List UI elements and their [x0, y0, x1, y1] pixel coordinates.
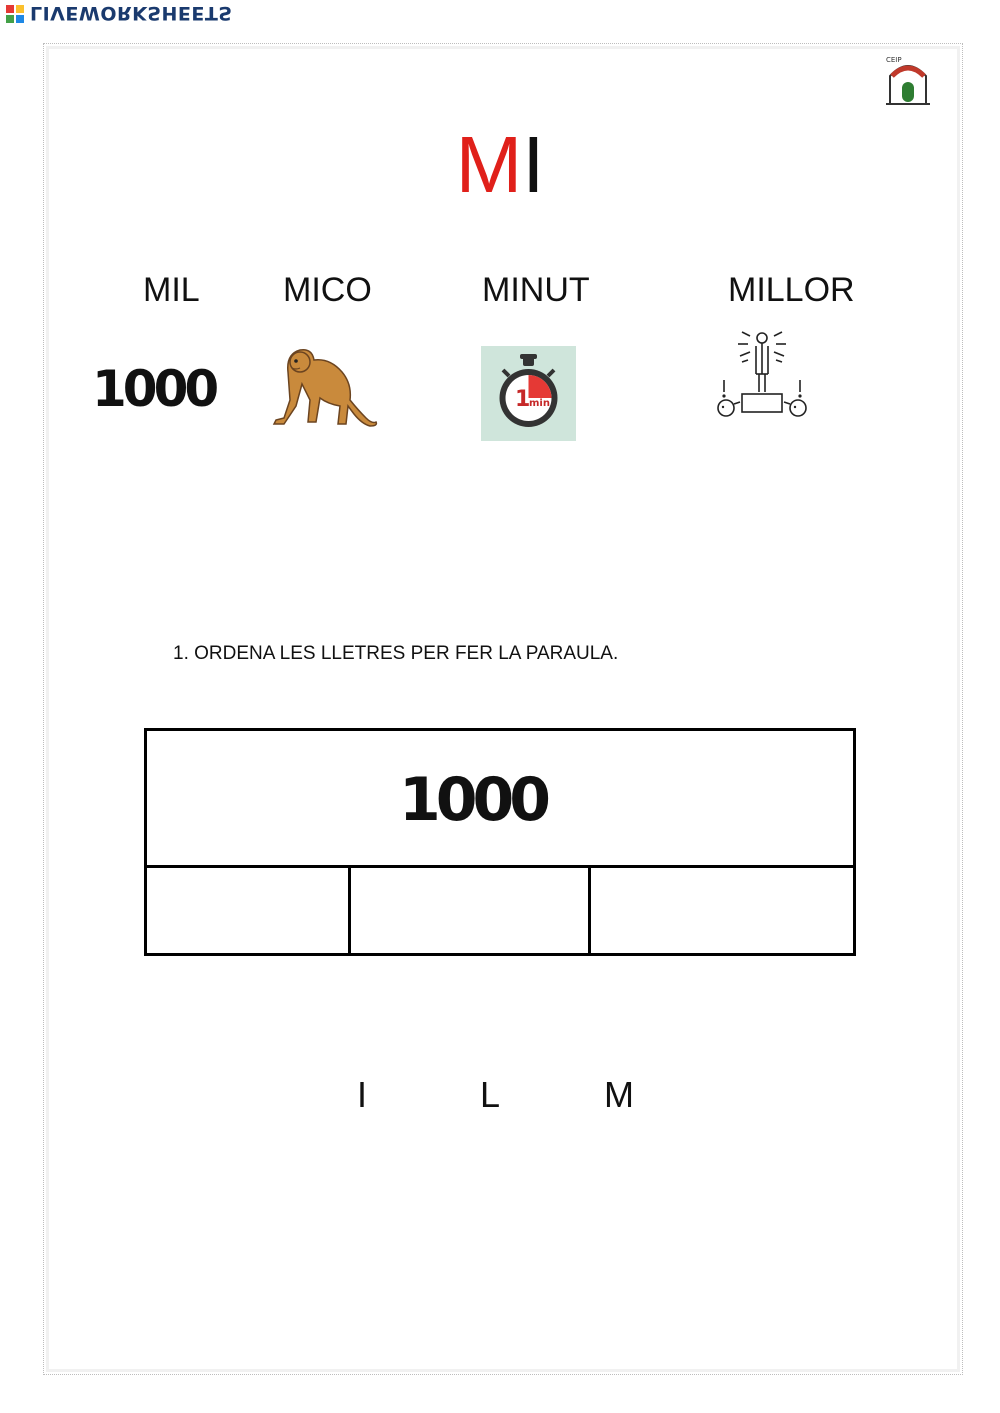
school-logo-icon — [882, 54, 934, 108]
prompt-number: 1000 — [399, 765, 546, 835]
syllable-title — [0, 120, 1000, 209]
letter-tile-m[interactable]: M — [604, 1074, 634, 1115]
answer-cell-1[interactable] — [147, 868, 351, 953]
liveworksheets-logo-icon — [6, 5, 24, 23]
svg-text:CEIP: CEIP — [886, 56, 902, 64]
letter-tile-l[interactable]: L — [480, 1074, 501, 1115]
answer-table — [144, 728, 856, 956]
podium-icon — [712, 328, 812, 424]
stopwatch-unit: min — [529, 398, 550, 409]
brand-name: LIVEWORKSHEETS — [30, 2, 233, 24]
number-1000-picture: 1000 — [92, 360, 216, 418]
answer-cell-3[interactable] — [591, 868, 853, 953]
prompt-cell — [147, 731, 853, 868]
syllable-second-letter: I — [522, 120, 545, 209]
answer-cell-2[interactable] — [351, 868, 591, 953]
monkey-icon — [266, 344, 380, 430]
word-mico: MICO — [283, 271, 372, 309]
stopwatch-number: 1 — [515, 387, 531, 412]
word-millor: MILLOR — [728, 271, 855, 309]
exercise-instruction: 1. ORDENA LES LLETRES PER FER LA PARAULA. — [173, 643, 619, 664]
stopwatch-icon — [481, 346, 576, 441]
syllable-first-letter: M — [455, 120, 523, 209]
page-border — [42, 42, 964, 1376]
word-mil: MIL — [143, 271, 200, 309]
letter-tile-i[interactable]: I — [357, 1074, 368, 1115]
word-minut: MINUT — [482, 271, 590, 309]
